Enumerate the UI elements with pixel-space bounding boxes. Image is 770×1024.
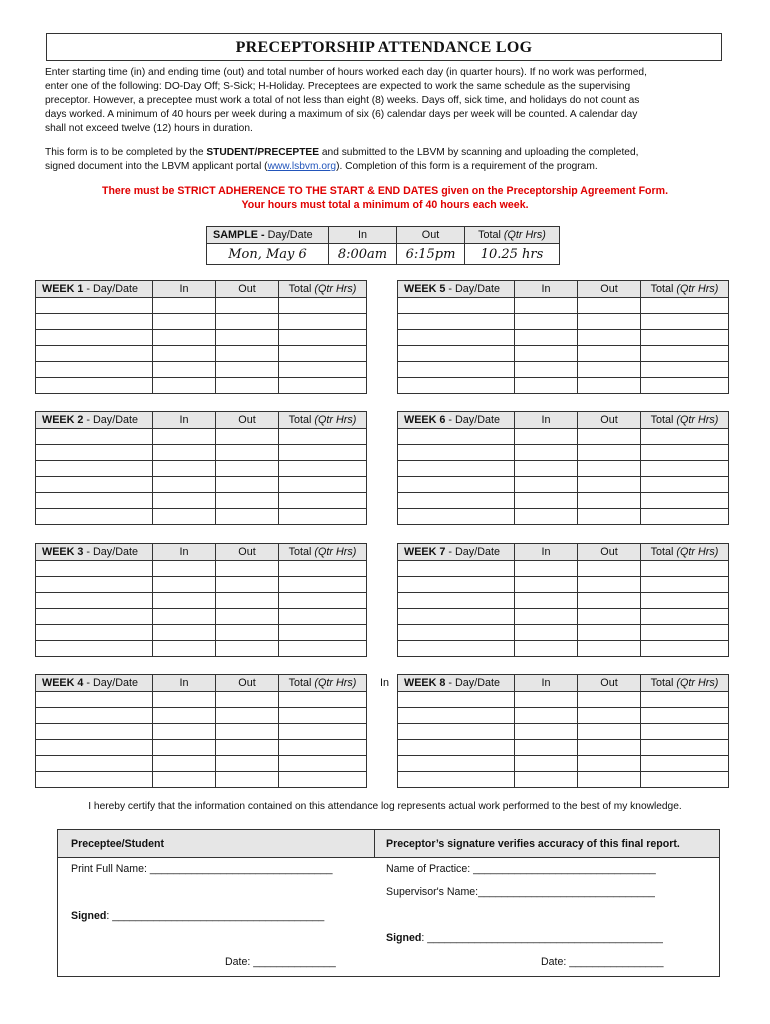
week-row <box>36 429 367 445</box>
total-hours-cell[interactable] <box>641 561 729 577</box>
time-in-cell[interactable] <box>153 429 216 445</box>
time-out-cell[interactable] <box>216 772 279 788</box>
time-in-cell[interactable] <box>153 461 216 477</box>
time-out-cell[interactable] <box>578 577 641 593</box>
week-row <box>36 772 367 788</box>
time-out-cell[interactable] <box>578 314 641 330</box>
day-date-cell[interactable] <box>36 708 153 724</box>
day-date-cell[interactable] <box>36 756 153 772</box>
stray-in-label: In <box>380 677 390 689</box>
time-out-cell[interactable] <box>578 561 641 577</box>
day-date-cell[interactable] <box>36 593 153 609</box>
week-row <box>398 724 729 740</box>
time-in-cell[interactable] <box>153 740 216 756</box>
time-in-cell[interactable] <box>515 445 578 461</box>
time-out-cell[interactable] <box>578 625 641 641</box>
time-in-cell[interactable] <box>153 692 216 708</box>
day-date-cell[interactable] <box>36 641 153 657</box>
time-out-cell[interactable] <box>216 724 279 740</box>
week-table: WEEK 3 - Day/Date In Out Total (Qtr Hrs) <box>35 543 367 657</box>
week-row <box>398 692 729 708</box>
time-in-cell[interactable] <box>153 509 216 525</box>
time-out-cell[interactable] <box>216 461 279 477</box>
day-date-cell[interactable] <box>36 362 153 378</box>
total-hours-cell[interactable] <box>279 477 367 493</box>
day-date-cell[interactable] <box>398 609 515 625</box>
week-row <box>398 561 729 577</box>
time-in-cell[interactable] <box>515 692 578 708</box>
day-date-cell[interactable] <box>36 461 153 477</box>
time-in-cell[interactable] <box>153 378 216 394</box>
time-out-cell[interactable] <box>216 445 279 461</box>
portal-link[interactable]: www.lsbvm.org <box>267 161 337 172</box>
week-row <box>36 740 367 756</box>
warning-text: There must be STRICT ADHERENCE TO THE START & END DATES given on the Preceptorship Agreement Form. Your hours must total a minimum of 40 hours each week. <box>101 185 669 211</box>
day-date-cell[interactable] <box>398 445 515 461</box>
time-in-cell[interactable] <box>515 724 578 740</box>
day-date-cell[interactable] <box>36 561 153 577</box>
signature-box <box>57 829 720 977</box>
day-date-cell[interactable] <box>36 692 153 708</box>
week-row <box>398 577 729 593</box>
total-hours-cell[interactable] <box>279 378 367 394</box>
time-out-cell[interactable] <box>578 362 641 378</box>
time-in-cell[interactable] <box>515 477 578 493</box>
time-in-cell[interactable] <box>153 362 216 378</box>
week-row <box>398 362 729 378</box>
day-date-cell[interactable] <box>398 561 515 577</box>
total-hours-cell[interactable] <box>279 362 367 378</box>
total-hours-cell[interactable] <box>641 692 729 708</box>
day-date-cell[interactable] <box>398 641 515 657</box>
total-hours-cell[interactable] <box>641 708 729 724</box>
time-out-cell[interactable] <box>578 477 641 493</box>
week-row <box>36 593 367 609</box>
total-hours-cell[interactable] <box>279 429 367 445</box>
time-out-cell[interactable] <box>216 609 279 625</box>
day-date-cell[interactable] <box>398 477 515 493</box>
time-out-cell[interactable] <box>216 378 279 394</box>
week-row <box>398 625 729 641</box>
time-out-cell[interactable] <box>216 477 279 493</box>
time-out-cell[interactable] <box>216 429 279 445</box>
day-date-cell[interactable] <box>398 724 515 740</box>
time-in-cell[interactable] <box>153 724 216 740</box>
day-date-cell[interactable] <box>36 740 153 756</box>
week-row <box>36 314 367 330</box>
day-date-cell[interactable] <box>36 625 153 641</box>
total-hours-cell[interactable] <box>279 772 367 788</box>
day-date-cell[interactable] <box>398 740 515 756</box>
day-date-cell[interactable] <box>398 772 515 788</box>
time-out-cell[interactable] <box>216 493 279 509</box>
day-date-cell[interactable] <box>398 461 515 477</box>
total-hours-cell[interactable] <box>279 493 367 509</box>
week-row <box>36 724 367 740</box>
supervisor-name-field[interactable]: Supervisor's Name:______________________________ <box>386 886 655 898</box>
time-out-cell[interactable] <box>578 772 641 788</box>
week-row <box>398 641 729 657</box>
day-date-cell[interactable] <box>398 314 515 330</box>
week-row <box>398 708 729 724</box>
sample-day: Mon, May 6 <box>207 244 329 265</box>
time-in-cell[interactable] <box>515 346 578 362</box>
sample-out: 6:15pm <box>397 244 465 265</box>
day-date-cell[interactable] <box>36 330 153 346</box>
day-date-cell[interactable] <box>398 429 515 445</box>
week-row <box>36 493 367 509</box>
week-row <box>36 461 367 477</box>
week-table: WEEK 4 - Day/Date In Out Total (Qtr Hrs) <box>35 674 367 788</box>
total-hours-cell[interactable] <box>641 346 729 362</box>
total-hours-cell[interactable] <box>641 477 729 493</box>
time-in-cell[interactable] <box>153 625 216 641</box>
total-hours-cell[interactable] <box>641 509 729 525</box>
day-date-cell[interactable] <box>36 378 153 394</box>
week-row <box>398 461 729 477</box>
time-out-cell[interactable] <box>216 509 279 525</box>
preceptor-heading: Preceptor’s signature verifies accuracy of this final report. <box>386 838 680 850</box>
week-row <box>398 509 729 525</box>
week-row <box>36 625 367 641</box>
week-row <box>398 429 729 445</box>
day-date-cell[interactable] <box>398 692 515 708</box>
total-hours-cell[interactable] <box>279 740 367 756</box>
print-name-field[interactable]: Print Full Name: _______________________________ <box>71 863 333 875</box>
week-row <box>398 330 729 346</box>
week-row <box>398 477 729 493</box>
time-in-cell[interactable] <box>153 641 216 657</box>
total-hours-cell[interactable] <box>641 625 729 641</box>
total-hours-cell[interactable] <box>279 724 367 740</box>
time-in-cell[interactable] <box>153 477 216 493</box>
time-out-cell[interactable] <box>578 429 641 445</box>
time-out-cell[interactable] <box>216 577 279 593</box>
day-date-cell[interactable] <box>36 346 153 362</box>
total-hours-cell[interactable] <box>641 740 729 756</box>
practice-name-field[interactable]: Name of Practice: _______________________________ <box>386 863 656 875</box>
page-title: PRECEPTORSHIP ATTENDANCE LOG <box>46 33 722 61</box>
time-out-cell[interactable] <box>578 346 641 362</box>
time-out-cell[interactable] <box>216 625 279 641</box>
total-hours-cell[interactable] <box>641 298 729 314</box>
day-date-cell[interactable] <box>398 493 515 509</box>
time-in-cell[interactable] <box>153 593 216 609</box>
day-date-cell[interactable] <box>36 429 153 445</box>
time-out-cell[interactable] <box>578 298 641 314</box>
time-out-cell[interactable] <box>578 708 641 724</box>
day-date-cell[interactable] <box>36 314 153 330</box>
time-in-cell[interactable] <box>515 625 578 641</box>
total-hours-cell[interactable] <box>279 692 367 708</box>
week-row <box>398 378 729 394</box>
week-row <box>398 756 729 772</box>
day-date-cell[interactable] <box>398 362 515 378</box>
day-date-cell[interactable] <box>398 756 515 772</box>
week-row <box>36 692 367 708</box>
week-row <box>36 756 367 772</box>
time-out-cell[interactable] <box>578 692 641 708</box>
day-date-cell[interactable] <box>398 708 515 724</box>
sample-in: 8:00am <box>329 244 397 265</box>
week-row <box>398 346 729 362</box>
total-hours-cell[interactable] <box>641 724 729 740</box>
time-out-cell[interactable] <box>216 641 279 657</box>
time-out-cell[interactable] <box>216 362 279 378</box>
time-in-cell[interactable] <box>153 772 216 788</box>
total-hours-cell[interactable] <box>641 461 729 477</box>
sample-total: 10.25 hrs <box>465 244 560 265</box>
week-row <box>36 346 367 362</box>
week-row <box>36 609 367 625</box>
instructions-paragraph: This form is to be completed by the STUDENT/PRECEPTEE and submitted to the LBVM by scanning and uploading the completed, signed document into the LBVM applicant portal (www.lsbvm.org). Completion of this form is a requirement of the program. <box>45 147 639 172</box>
day-date-cell[interactable] <box>398 625 515 641</box>
day-date-cell[interactable] <box>398 298 515 314</box>
week-row <box>398 298 729 314</box>
certification-statement: I hereby certify that the information contained on this attendance log represents actual work performed to the best of my knowledge. <box>88 801 682 812</box>
day-date-cell[interactable] <box>36 445 153 461</box>
time-in-cell[interactable] <box>515 641 578 657</box>
time-in-cell[interactable] <box>515 708 578 724</box>
time-out-cell[interactable] <box>578 461 641 477</box>
preceptee-signature-field[interactable]: Signed: ____________________________________ <box>71 910 325 922</box>
total-hours-cell[interactable] <box>641 445 729 461</box>
total-hours-cell[interactable] <box>279 756 367 772</box>
time-out-cell[interactable] <box>578 509 641 525</box>
time-in-cell[interactable] <box>515 461 578 477</box>
total-hours-cell[interactable] <box>641 609 729 625</box>
time-in-cell[interactable] <box>153 561 216 577</box>
time-out-cell[interactable] <box>216 298 279 314</box>
time-in-cell[interactable] <box>515 561 578 577</box>
preceptee-heading: Preceptee/Student <box>71 838 165 850</box>
time-out-cell[interactable] <box>216 692 279 708</box>
total-hours-cell[interactable] <box>641 577 729 593</box>
time-out-cell[interactable] <box>216 330 279 346</box>
week-row <box>36 577 367 593</box>
week-row <box>398 445 729 461</box>
day-date-cell[interactable] <box>398 378 515 394</box>
week-row <box>398 772 729 788</box>
time-in-cell[interactable] <box>153 330 216 346</box>
total-hours-cell[interactable] <box>279 509 367 525</box>
week-row <box>398 314 729 330</box>
total-hours-cell[interactable] <box>641 429 729 445</box>
time-out-cell[interactable] <box>216 561 279 577</box>
total-hours-cell[interactable] <box>641 756 729 772</box>
total-hours-cell[interactable] <box>279 330 367 346</box>
total-hours-cell[interactable] <box>641 593 729 609</box>
week-row <box>36 445 367 461</box>
week-row <box>398 609 729 625</box>
week-table: WEEK 5 - Day/Date In Out Total (Qtr Hrs) <box>397 280 729 394</box>
sample-table: SAMPLE - Day/Date In Out Total (Qtr Hrs) Mon, May 6 8:00am 6:15pm 10.25 hrs <box>206 226 560 265</box>
total-hours-cell[interactable] <box>279 577 367 593</box>
preceptor-date-field[interactable]: Date: ________________ <box>541 956 664 968</box>
time-out-cell[interactable] <box>578 609 641 625</box>
time-out-cell[interactable] <box>216 740 279 756</box>
time-out-cell[interactable] <box>216 593 279 609</box>
total-hours-cell[interactable] <box>279 625 367 641</box>
time-in-cell[interactable] <box>515 314 578 330</box>
time-out-cell[interactable] <box>216 708 279 724</box>
week-row <box>36 477 367 493</box>
time-out-cell[interactable] <box>578 740 641 756</box>
total-hours-cell[interactable] <box>279 298 367 314</box>
week-table: WEEK 7 - Day/Date In Out Total (Qtr Hrs) <box>397 543 729 657</box>
time-out-cell[interactable] <box>216 314 279 330</box>
total-hours-cell[interactable] <box>279 461 367 477</box>
total-hours-cell[interactable] <box>279 641 367 657</box>
total-hours-cell[interactable] <box>279 445 367 461</box>
total-hours-cell[interactable] <box>641 314 729 330</box>
intro-paragraph: Enter starting time (in) and ending time (out) and total number of hours worked each day (in quarter hours). If no work was performed, enter one of the following: DO-Day Off; S-Sick; H-Holiday. Preceptees are expected to work the same schedule as the supervising preceptor. However, a preceptee must work a total of not less than eight (8) weeks. Days off, sick time, and holidays do not count as days worked. A minimum of 40 hours per week during a maximum of six (6) calendar days per week will be counted. A calendar day shall not exceed twelve (12) hours in duration. <box>45 67 647 134</box>
total-hours-cell[interactable] <box>279 314 367 330</box>
time-in-cell[interactable] <box>515 772 578 788</box>
time-in-cell[interactable] <box>153 609 216 625</box>
time-in-cell[interactable] <box>153 708 216 724</box>
time-in-cell[interactable] <box>515 740 578 756</box>
week-row <box>36 298 367 314</box>
total-hours-cell[interactable] <box>641 330 729 346</box>
time-out-cell[interactable] <box>578 330 641 346</box>
week-row <box>398 493 729 509</box>
week-table: WEEK 8 - Day/Date In Out Total (Qtr Hrs) <box>397 674 729 788</box>
time-in-cell[interactable] <box>153 493 216 509</box>
time-in-cell[interactable] <box>515 609 578 625</box>
time-out-cell[interactable] <box>216 756 279 772</box>
preceptee-date-field[interactable]: Date: ______________ <box>225 956 336 968</box>
time-out-cell[interactable] <box>578 493 641 509</box>
total-hours-cell[interactable] <box>279 593 367 609</box>
time-in-cell[interactable] <box>515 593 578 609</box>
week-row <box>398 740 729 756</box>
total-hours-cell[interactable] <box>641 378 729 394</box>
total-hours-cell[interactable] <box>641 362 729 378</box>
time-out-cell[interactable] <box>578 445 641 461</box>
day-date-cell[interactable] <box>36 298 153 314</box>
time-in-cell[interactable] <box>153 577 216 593</box>
time-out-cell[interactable] <box>578 641 641 657</box>
time-in-cell[interactable] <box>515 298 578 314</box>
total-hours-cell[interactable] <box>641 641 729 657</box>
time-in-cell[interactable] <box>515 509 578 525</box>
time-in-cell[interactable] <box>153 298 216 314</box>
week-row <box>36 641 367 657</box>
total-hours-cell[interactable] <box>279 346 367 362</box>
time-in-cell[interactable] <box>515 378 578 394</box>
week-row <box>36 561 367 577</box>
time-in-cell[interactable] <box>153 756 216 772</box>
time-in-cell[interactable] <box>153 346 216 362</box>
total-hours-cell[interactable] <box>279 609 367 625</box>
time-in-cell[interactable] <box>515 577 578 593</box>
time-in-cell[interactable] <box>515 362 578 378</box>
week-table: WEEK 6 - Day/Date In Out Total (Qtr Hrs) <box>397 411 729 525</box>
time-in-cell[interactable] <box>515 756 578 772</box>
day-date-cell[interactable] <box>36 493 153 509</box>
day-date-cell[interactable] <box>36 772 153 788</box>
total-hours-cell[interactable] <box>279 708 367 724</box>
week-row <box>36 378 367 394</box>
time-in-cell[interactable] <box>153 445 216 461</box>
day-date-cell[interactable] <box>36 577 153 593</box>
week-table: WEEK 1 - Day/Date In Out Total (Qtr Hrs) <box>35 280 367 394</box>
time-in-cell[interactable] <box>515 493 578 509</box>
day-date-cell[interactable] <box>398 346 515 362</box>
week-row <box>36 509 367 525</box>
day-date-cell[interactable] <box>36 724 153 740</box>
day-date-cell[interactable] <box>398 509 515 525</box>
day-date-cell[interactable] <box>398 593 515 609</box>
day-date-cell[interactable] <box>36 509 153 525</box>
week-row <box>36 708 367 724</box>
time-out-cell[interactable] <box>578 756 641 772</box>
time-in-cell[interactable] <box>515 429 578 445</box>
week-row <box>398 593 729 609</box>
time-out-cell[interactable] <box>216 346 279 362</box>
week-row <box>36 330 367 346</box>
time-out-cell[interactable] <box>578 724 641 740</box>
time-out-cell[interactable] <box>578 593 641 609</box>
day-date-cell[interactable] <box>398 330 515 346</box>
time-in-cell[interactable] <box>153 314 216 330</box>
total-hours-cell[interactable] <box>641 493 729 509</box>
day-date-cell[interactable] <box>36 609 153 625</box>
week-row <box>36 362 367 378</box>
total-hours-cell[interactable] <box>279 561 367 577</box>
preceptor-signature-field[interactable]: Signed: ________________________________________ <box>386 932 663 944</box>
time-out-cell[interactable] <box>578 378 641 394</box>
week-table: WEEK 2 - Day/Date In Out Total (Qtr Hrs) <box>35 411 367 525</box>
total-hours-cell[interactable] <box>641 772 729 788</box>
time-in-cell[interactable] <box>515 330 578 346</box>
day-date-cell[interactable] <box>398 577 515 593</box>
day-date-cell[interactable] <box>36 477 153 493</box>
